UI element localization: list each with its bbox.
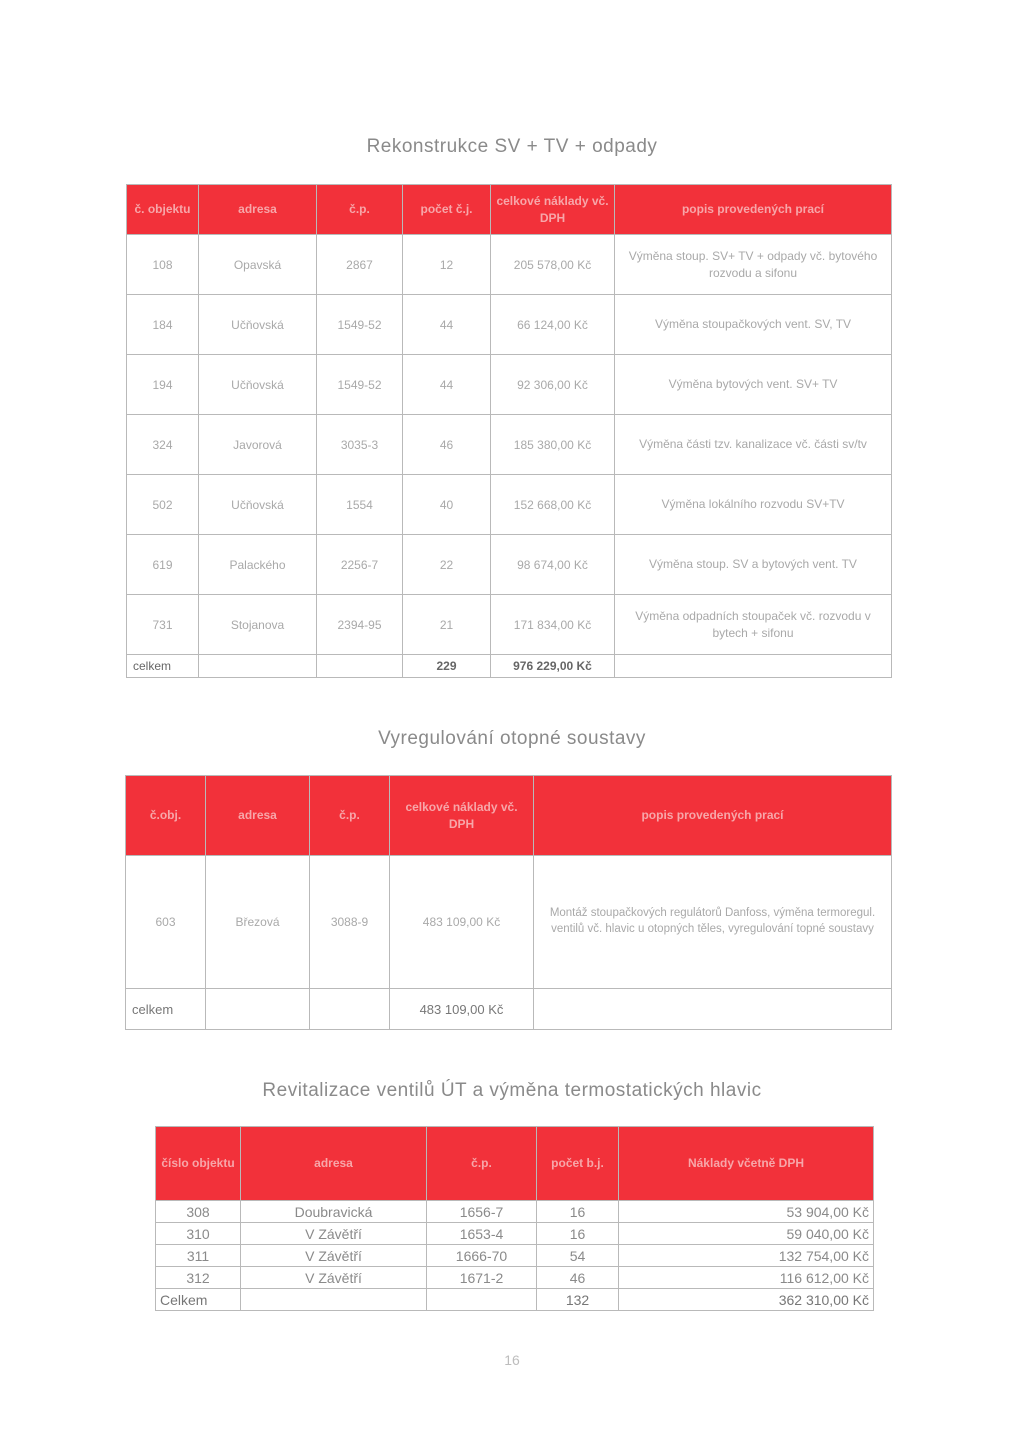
cell-object: 310 [156,1223,241,1245]
cell-address: V Závětří [241,1245,427,1267]
reconstruction-table [126,184,892,678]
valves-table [155,1126,874,1311]
cell-cost: 185 380,00 Kč [491,415,615,475]
cell-cost: 66 124,00 Kč [491,295,615,355]
table-row [127,295,892,355]
cell-description: Výměna stoup. SV a bytových vent. TV [615,535,892,595]
total-empty [317,655,403,678]
total-empty [427,1289,537,1311]
total-cost: 483 109,00 Kč [390,989,534,1030]
table-row [156,1245,874,1267]
col-header-object: číslo objektu [156,1127,241,1201]
cell-description: Výměna části tzv. kanalizace vč. části sv/tv [615,415,892,475]
cell-object: 308 [156,1201,241,1223]
cell-number: 2256-7 [317,535,403,595]
table-row [156,1223,874,1245]
total-empty [615,655,892,678]
cell-address: V Závětří [241,1223,427,1245]
total-empty [310,989,390,1030]
cell-description: Výměna stoupačkových vent. SV, TV [615,295,892,355]
cell-object: 311 [156,1245,241,1267]
cell-cost: 98 674,00 Kč [491,535,615,595]
col-header-cost: Náklady včetně DPH [619,1127,874,1201]
col-header-object: č.obj. [126,776,206,856]
cell-description: Montáž stoupačkových regulátorů Danfoss, výměna termoregul. ventilů vč. hlavic u otopných těles, vyregulování topné soustavy [534,856,892,989]
total-row [127,655,892,678]
cell-cost: 132 754,00 Kč [619,1245,874,1267]
cell-address: Stojanova [199,595,317,655]
cell-units: 12 [403,235,491,295]
cell-cost: 59 040,00 Kč [619,1223,874,1245]
cell-number: 1549-52 [317,295,403,355]
table-row [156,1201,874,1223]
total-row [126,989,892,1030]
col-header-description: popis provedených prací [615,185,892,235]
col-header-units: počet b.j. [537,1127,619,1201]
col-header-cost: celkové náklady vč. DPH [491,185,615,235]
table-row [126,856,892,989]
cell-cost: 92 306,00 Kč [491,355,615,415]
cell-units: 46 [537,1267,619,1289]
cell-address: Doubravická [241,1201,427,1223]
cell-cost: 171 834,00 Kč [491,595,615,655]
cell-number: 2394-95 [317,595,403,655]
cell-object: 184 [127,295,199,355]
cell-cost: 152 668,00 Kč [491,475,615,535]
cell-number: 1554 [317,475,403,535]
table-header-row [127,185,892,235]
cell-object: 502 [127,475,199,535]
total-label: Celkem [156,1289,241,1311]
cell-address: V Závětří [241,1267,427,1289]
cell-number: 1656-7 [427,1201,537,1223]
cell-object: 108 [127,235,199,295]
cell-address: Palackého [199,535,317,595]
cell-units: 40 [403,475,491,535]
total-count: 132 [537,1289,619,1311]
total-empty [206,989,310,1030]
cell-address: Opavská [199,235,317,295]
cell-number: 1671-2 [427,1267,537,1289]
cell-cost: 483 109,00 Kč [390,856,534,989]
cell-units: 16 [537,1223,619,1245]
cell-description: Výměna odpadních stoupaček vč. rozvodu v bytech + sifonu [615,595,892,655]
total-cost: 976 229,00 Kč [491,655,615,678]
cell-object: 324 [127,415,199,475]
col-header-number: č.p. [427,1127,537,1201]
col-header-object: č. objektu [127,185,199,235]
col-header-address: adresa [206,776,310,856]
cell-address: Učňovská [199,475,317,535]
section3-title: Revitalizace ventilů ÚT a výměna termostatických hlavic [262,1080,762,1101]
cell-object: 312 [156,1267,241,1289]
table-row [127,355,892,415]
table-row [127,235,892,295]
col-header-cost: celkové náklady vč. DPH [390,776,534,856]
cell-address: Javorová [199,415,317,475]
col-header-units: počet č.j. [403,185,491,235]
total-row [156,1289,874,1311]
page-number: 16 [504,1352,520,1368]
cell-address: Učňovská [199,295,317,355]
cell-units: 46 [403,415,491,475]
cell-description: Výměna bytových vent. SV+ TV [615,355,892,415]
total-empty [241,1289,427,1311]
col-header-description: popis provedených prací [534,776,892,856]
cell-cost: 116 612,00 Kč [619,1267,874,1289]
cell-number: 1666-70 [427,1245,537,1267]
table-row [156,1267,874,1289]
table-row [127,535,892,595]
col-header-address: adresa [241,1127,427,1201]
table-header-row [126,776,892,856]
total-cost: 362 310,00 Kč [619,1289,874,1311]
cell-object: 731 [127,595,199,655]
total-empty [199,655,317,678]
cell-units: 44 [403,295,491,355]
total-label: celkem [126,989,206,1030]
cell-units: 54 [537,1245,619,1267]
cell-units: 22 [403,535,491,595]
cell-address: Učňovská [199,355,317,415]
cell-number: 3088-9 [310,856,390,989]
table-row [127,415,892,475]
cell-units: 16 [537,1201,619,1223]
cell-object: 619 [127,535,199,595]
col-header-number: č.p. [317,185,403,235]
section2-title: Vyregulování otopné soustavy [378,728,646,749]
cell-number: 2867 [317,235,403,295]
col-header-address: adresa [199,185,317,235]
cell-number: 3035-3 [317,415,403,475]
cell-number: 1653-4 [427,1223,537,1245]
regulation-table [125,775,892,1030]
cell-object: 603 [126,856,206,989]
cell-description: Výměna stoup. SV+ TV + odpady vč. bytového rozvodu a sifonu [615,235,892,295]
total-empty [534,989,892,1030]
cell-units: 44 [403,355,491,415]
col-header-number: č.p. [310,776,390,856]
table-row [127,475,892,535]
cell-address: Březová [206,856,310,989]
section1-title: Rekonstrukce SV + TV + odpady [366,136,658,157]
total-label: celkem [127,655,199,678]
total-count: 229 [403,655,491,678]
cell-cost: 205 578,00 Kč [491,235,615,295]
cell-cost: 53 904,00 Kč [619,1201,874,1223]
table-row [127,595,892,655]
table-header-row [156,1127,874,1201]
cell-object: 194 [127,355,199,415]
cell-number: 1549-52 [317,355,403,415]
cell-description: Výměna lokálního rozvodu SV+TV [615,475,892,535]
cell-units: 21 [403,595,491,655]
